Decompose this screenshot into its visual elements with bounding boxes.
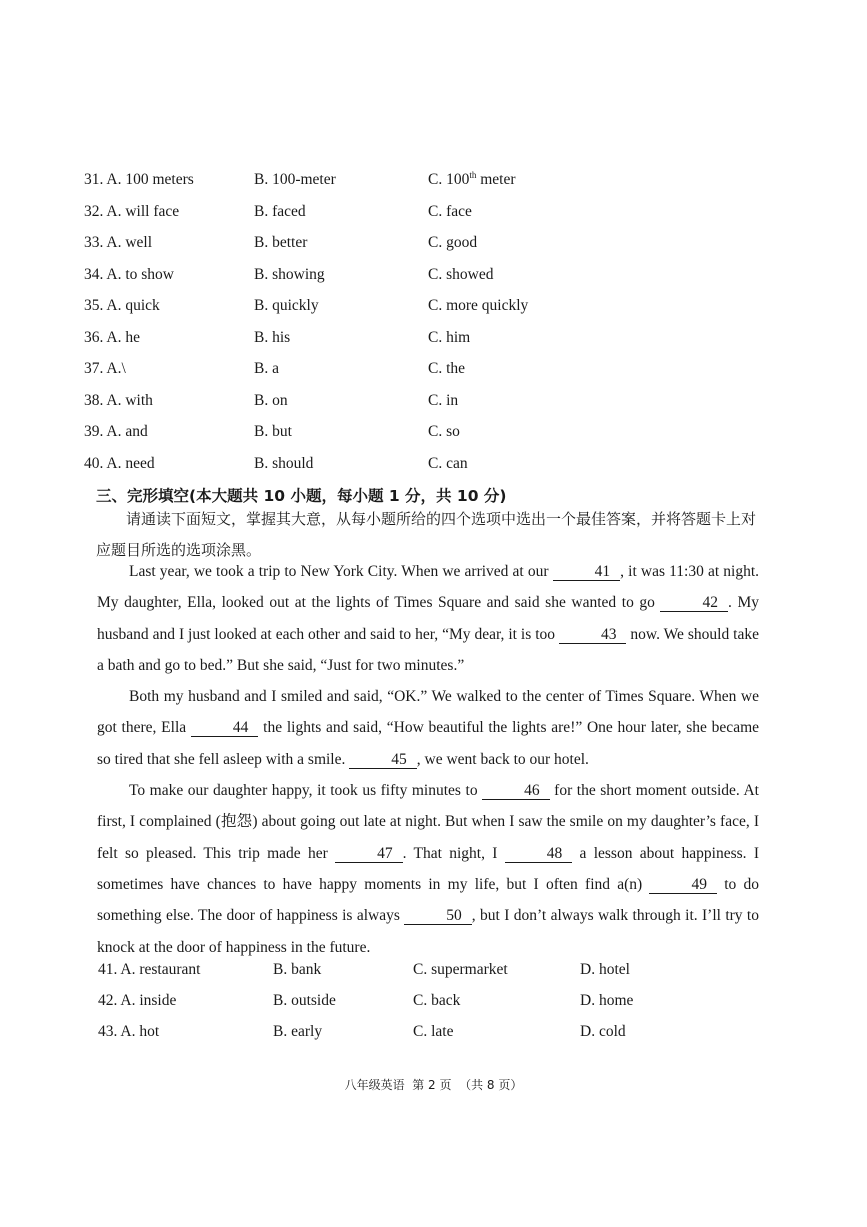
option-37-a: 37. A.\ [84, 360, 126, 377]
blank-50: 50 [404, 908, 472, 925]
option-34-a: 34. A. to show [84, 265, 174, 283]
option-row-42 [98, 989, 758, 1020]
option-42-c: C. back [413, 992, 461, 1009]
option-row-35 [84, 294, 644, 326]
option-37-b: B. a [254, 360, 279, 377]
option-42-b: B. outside [273, 992, 336, 1009]
option-36-b: B. his [254, 328, 291, 346]
option-33-a: 33. A. well [84, 234, 153, 251]
option-41-a: 41. A. restaurant [98, 961, 201, 978]
option-35-c: C. more quickly [428, 297, 529, 314]
passage-text: Both my husband and I smiled and said, “OK.” We walked to the center of Times Square. When we got there, Ella [97, 688, 759, 737]
option-row-36 [84, 326, 644, 358]
passage-text: . That night, I [402, 844, 505, 862]
option-42-a: 42. A. inside [98, 992, 177, 1009]
option-43-b: B. early [273, 1023, 323, 1040]
option-43-c: C. late [413, 1023, 454, 1040]
option-row-39 [84, 420, 644, 452]
option-33-b: B. better [254, 234, 308, 251]
passage-text: the lights and said, “How beautiful the lights are!” One hour later, she became so tired that she fell asleep with a smile. [97, 719, 760, 768]
page-footer: 八年级英语 第 2 页 （共 8 页） [344, 1078, 523, 1092]
passage-paragraph-2 [97, 681, 759, 775]
option-38-b: B. on [254, 391, 288, 409]
option-31-c-suffix: meter [476, 171, 516, 188]
blank-43: 43 [559, 627, 627, 644]
option-38-c: C. in [428, 391, 459, 409]
option-38-a: 38. A. with [84, 391, 153, 409]
section-instruction: 请通读下面短文，掌握其大意，从每小题所给的四个选项中选出一个最佳答案，并将答题卡上对应题目所选的选项涂黑。 [96, 510, 757, 559]
option-41-c: C. supermarket [413, 961, 508, 978]
option-40-b: B. should [254, 454, 314, 472]
option-row-43 [98, 1020, 758, 1051]
passage-text: . My husband and I just looked at each other and said to her, “My dear, it is too [97, 594, 759, 643]
option-41-d: D. hotel [580, 961, 630, 978]
passage-text: Last year, we took a trip to New York City. When we arrived at our [129, 563, 553, 580]
option-31-c [428, 168, 516, 192]
blank-41: 41 [553, 564, 621, 581]
blank-49: 49 [649, 877, 717, 894]
blank-46: 46 [482, 783, 550, 800]
option-row-33 [84, 231, 644, 263]
blank-44: 44 [191, 720, 259, 737]
blank-48: 48 [505, 846, 573, 863]
passage-text: a lesson about happiness. I sometimes have chances to have happy moments in my life, but I often find a(n) [97, 844, 759, 893]
option-43-a: 43. A. hot [98, 1023, 160, 1040]
option-41-b: B. bank [273, 961, 322, 978]
option-31-c-sup: th [469, 169, 477, 180]
passage-text: To make our daughter happy, it took us fifty minutes to [129, 782, 483, 800]
option-39-b: B. but [254, 423, 292, 440]
option-row-40 [84, 452, 644, 484]
option-35-b: B. quickly [254, 297, 319, 314]
option-row-38 [84, 389, 644, 421]
passage-paragraph-1 [97, 556, 759, 681]
cloze-passage [97, 556, 759, 963]
blank-45: 45 [349, 752, 417, 769]
option-39-a: 39. A. and [84, 423, 148, 440]
option-35-a: 35. A. quick [84, 297, 160, 314]
option-row-32 [84, 200, 644, 232]
blank-42: 42 [660, 595, 728, 612]
option-31-c-text: C. 100 [428, 171, 470, 188]
option-36-a: 36. A. he [84, 328, 140, 346]
option-40-a: 40. A. need [84, 454, 155, 472]
option-row-37 [84, 357, 644, 389]
passage-text: , but I don’t always walk through it. I’ll try to knock at the door of happiness in the future. [97, 907, 759, 956]
option-42-d: D. home [580, 992, 634, 1009]
option-row-41 [98, 958, 758, 989]
option-34-c: C. showed [428, 265, 494, 283]
option-43-d: D. cold [580, 1023, 626, 1040]
option-39-c: C. so [428, 423, 460, 440]
section-title: 三、完形填空(本大题共 10 小题，每小题 1 分，共 10 分) [96, 487, 507, 505]
option-34-b: B. showing [254, 265, 325, 283]
option-32-a: 32. A. will face [84, 202, 180, 220]
option-33-c: C. good [428, 234, 478, 251]
passage-text: for the short moment outside. At first, I complained (抱怨) about going out late at night. But when I saw the smile on my daughter’s face, I felt so pleased. This trip made her [97, 782, 759, 862]
option-31-a: 31. A. 100 meters [84, 171, 194, 188]
passage-text: to do something else. The door of happiness is always [97, 875, 760, 925]
option-row-34 [84, 263, 644, 295]
option-31-b: B. 100-meter [254, 171, 336, 188]
blank-47: 47 [335, 846, 403, 863]
option-32-b: B. faced [254, 202, 306, 220]
option-row-31 [84, 168, 644, 200]
option-37-c: C. the [428, 360, 466, 377]
option-36-c: C. him [428, 328, 471, 346]
passage-text: now. We should take a bath and go to bed.” But she said, “Just for two minutes.” [97, 625, 759, 674]
options-41-43 [98, 958, 758, 1051]
options-31-40 [84, 168, 644, 483]
option-32-c: C. face [428, 202, 472, 220]
option-40-c: C. can [428, 454, 468, 472]
passage-text: , it was 11:30 at night. My daughter, Ella, looked out at the lights of Times Square and said she wanted to go [97, 563, 759, 612]
passage-text: , we went back to our hotel. [416, 750, 589, 768]
passage-paragraph-3 [97, 775, 759, 963]
